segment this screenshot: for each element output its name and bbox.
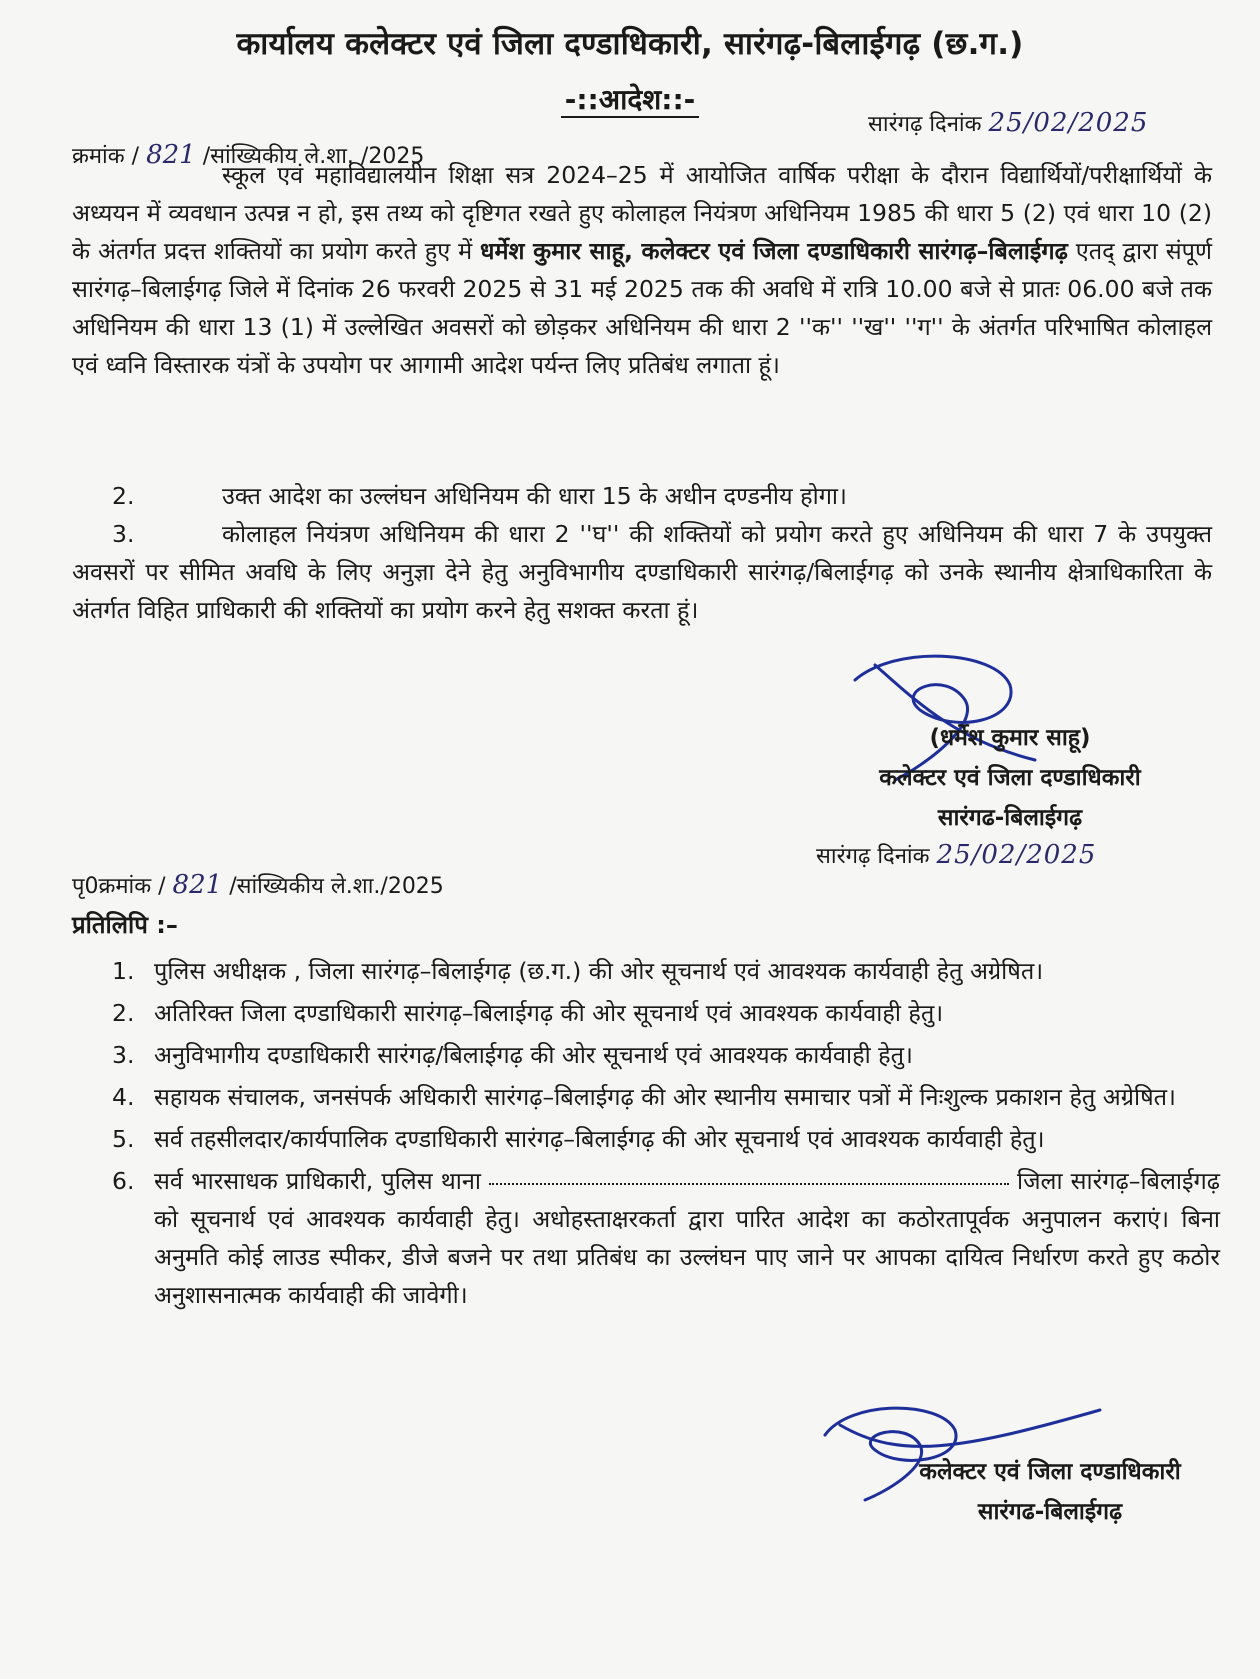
copy-item-number: 5. [112,1125,135,1153]
copy-item-text: अतिरिक्त जिला दण्डाधिकारी सारंगढ़–बिलाईगढ़ की ओर सूचनार्थ एवं आवश्यक कार्यवाही हेतु। [154,999,944,1027]
order-title-text: -::आदेश::- [561,83,700,118]
blank-dotted-line [489,1182,1009,1185]
copy-item-text: सर्व तहसीलदार/कार्यपालिक दण्डाधिकारी सारंगढ़–बिलाईगढ़ की ओर सूचनार्थ एवं आवश्यक कार्यवाही हेतु। [154,1125,1045,1153]
endorsement-date-label: सारंगढ़ दिनांक [816,844,930,869]
copy-item-number: 6. [112,1167,135,1195]
para1-rest: एतद् द्वारा संपूर्ण सारंगढ़–बिलाईगढ़ जिले में दिनांक 26 फरवरी 2025 से 31 मई 2025 तक की अवधि में रात्रि 10.00 बजे से प्रातः 06.00 बजे तक अधिनियम की धारा 13 (1) में उल्लेखित अवसरों को छोड़कर अधिनियम की धारा 2 ''क'' ''ख'' ''ग'' के अंतर्गत परिभाषित कोलाहल एवं ध्वनि विस्तारक यंत्रों के उपयोग पर आगामी आदेश पर्यन्त लिए प्रतिबंध लगाता हूं। [72,237,1212,379]
para2-number: 2. [112,482,135,510]
copy-item-text: पुलिस अधीक्षक , जिला सारंगढ़–बिलाईगढ़ (छ.ग.) की ओर सूचनार्थ एवं आवश्यक कार्यवाही हेतु अग्रेषित। [154,957,1044,985]
endorsement-number-handwritten: 821 [172,870,223,900]
copy-item-number: 3. [112,1041,135,1069]
copy-item-number: 2. [112,999,135,1027]
order-paragraph-3 [72,515,1212,629]
copy-list [112,952,1220,1318]
order-ref-prefix: क्रमांक / [72,144,140,169]
endorsement-ref-suffix: /सांख्यिकीय ले.शा./2025 [229,874,444,899]
signature-1-block [860,718,1160,838]
order-ref-suffix: /सांख्यिकीय ले.शा. /2025 [202,144,425,169]
item6-start: सर्व भारसाधक प्राधिकारी, पुलिस थाना [154,1167,481,1195]
endorsement-date [816,840,1096,870]
copy-item-text: अनुविभागीय दण्डाधिकारी सारंगढ़/बिलाईगढ़ की ओर सूचनार्थ एवं आवश्यक कार्यवाही हेतु। [154,1041,913,1069]
copy-item [112,1162,1220,1314]
order-date-label: सारंगढ़ दिनांक [868,112,982,137]
office-heading: कार्यालय कलेक्टर एवं जिला दण्डाधिकारी, सारंगढ़-बिलाईगढ़ (छ.ग.) [236,26,1024,62]
endorsement-ref-prefix: पृ0क्रमांक / [72,874,166,899]
copy-item-text [154,1162,1220,1314]
order-paragraph-2 [72,477,1212,515]
para2-text: उक्त आदेश का उल्लंघन अधिनियम की धारा 15 के अधीन दण्डनीय होगा। [222,482,847,510]
copy-title: प्रतिलिपि :– [72,911,178,939]
copy-item [112,994,1220,1032]
endorsement-ref [72,870,444,900]
copy-item [112,1036,1220,1074]
item6-rest: सारंगढ़–बिलाईगढ़ को सूचनार्थ एवं आवश्यक कार्यवाही हेतु। अधोहस्ताक्षरकर्ता द्वारा पारित आदेश का कठोरतापूर्वक अनुपालन कराएं। बिना अनुमति कोई लाउड स्पीकर, डीजे बजने पर तथा प्रतिबंध का उल्लंघन पाए जाने पर आपका दायित्व निर्धारण करते हुए कठोर अनुशासनात्मक कार्यवाही की जावेगी। [154,1167,1220,1309]
para1-text: स्कूल एवं महाविद्यालयीन शिक्षा सत्र 2024–25 में आयोजित वार्षिक परीक्षा के दौरान विद्यार्थियों/परीक्षार्थियों के अध्ययन में व्यवधान उत्पन्न न हो, इस तथ्य को दृष्टिगत रखते हुए कोलाहल नियंत्रण अधिनियम 1985 की धारा 5 (2) एवं धारा 10 (2) के अंतर्गत प्रदत्त शक्तियों का प्रयोग करते हुए में [72,161,1212,265]
copy-item-number: 1. [112,957,135,985]
copy-item-text: सहायक संचालक, जनसंपर्क अधिकारी सारंगढ़–बिलाईगढ़ की ओर स्थानीय समाचार पत्रों में निःशुल्क प्रकाशन हेतु अग्रेषित। [154,1083,1176,1111]
para3-number: 3. [112,520,135,548]
para3-text: कोलाहल नियंत्रण अधिनियम की धारा 2 ''घ'' की शक्तियों को प्रयोग करते हुए अधिनियम की धारा 7 के उपयुक्त अवसरों पर सीमित अवधि के लिए अनुज्ञा देने हेतु अनुविभागीय दण्डाधिकारी सारंगढ़/बिलाईगढ़ को उनके स्थानीय क्षेत्राधिकारिता के अंतर्गत विहित प्राधिकारी की शक्तियों का प्रयोग करने हेतु सशक्त करता हूं। [72,520,1212,624]
para1-bold-name: धर्मेश कुमार साहू, कलेक्टर एवं जिला दण्डाधिकारी सारंगढ़–बिलाईगढ़ [480,237,1068,265]
signatory-place: सारंगढ-बिलाईगढ़ [937,805,1083,831]
order-date-handwritten: 25/02/2025 [988,108,1149,138]
signature-2-block [870,1452,1230,1532]
order-number-handwritten: 821 [146,140,196,170]
copy-item-number: 4. [112,1083,135,1111]
item6-district: जिला [1016,1167,1063,1195]
order-paragraph-1 [72,156,1212,384]
signatory-name: (धर्मेश कुमार साहू) [929,725,1091,751]
endorsement-date-handwritten: 25/02/2025 [936,840,1097,870]
order-date [868,108,1148,138]
copy-item [112,1120,1220,1158]
signatory-2-place: सारंगढ-बिलाईगढ़ [977,1499,1123,1525]
copy-item [112,952,1220,990]
signatory-2-designation: कलेक्टर एवं जिला दण्डाधिकारी [919,1459,1181,1485]
signatory-designation: कलेक्टर एवं जिला दण्डाधिकारी [879,765,1141,791]
copy-item [112,1078,1220,1116]
